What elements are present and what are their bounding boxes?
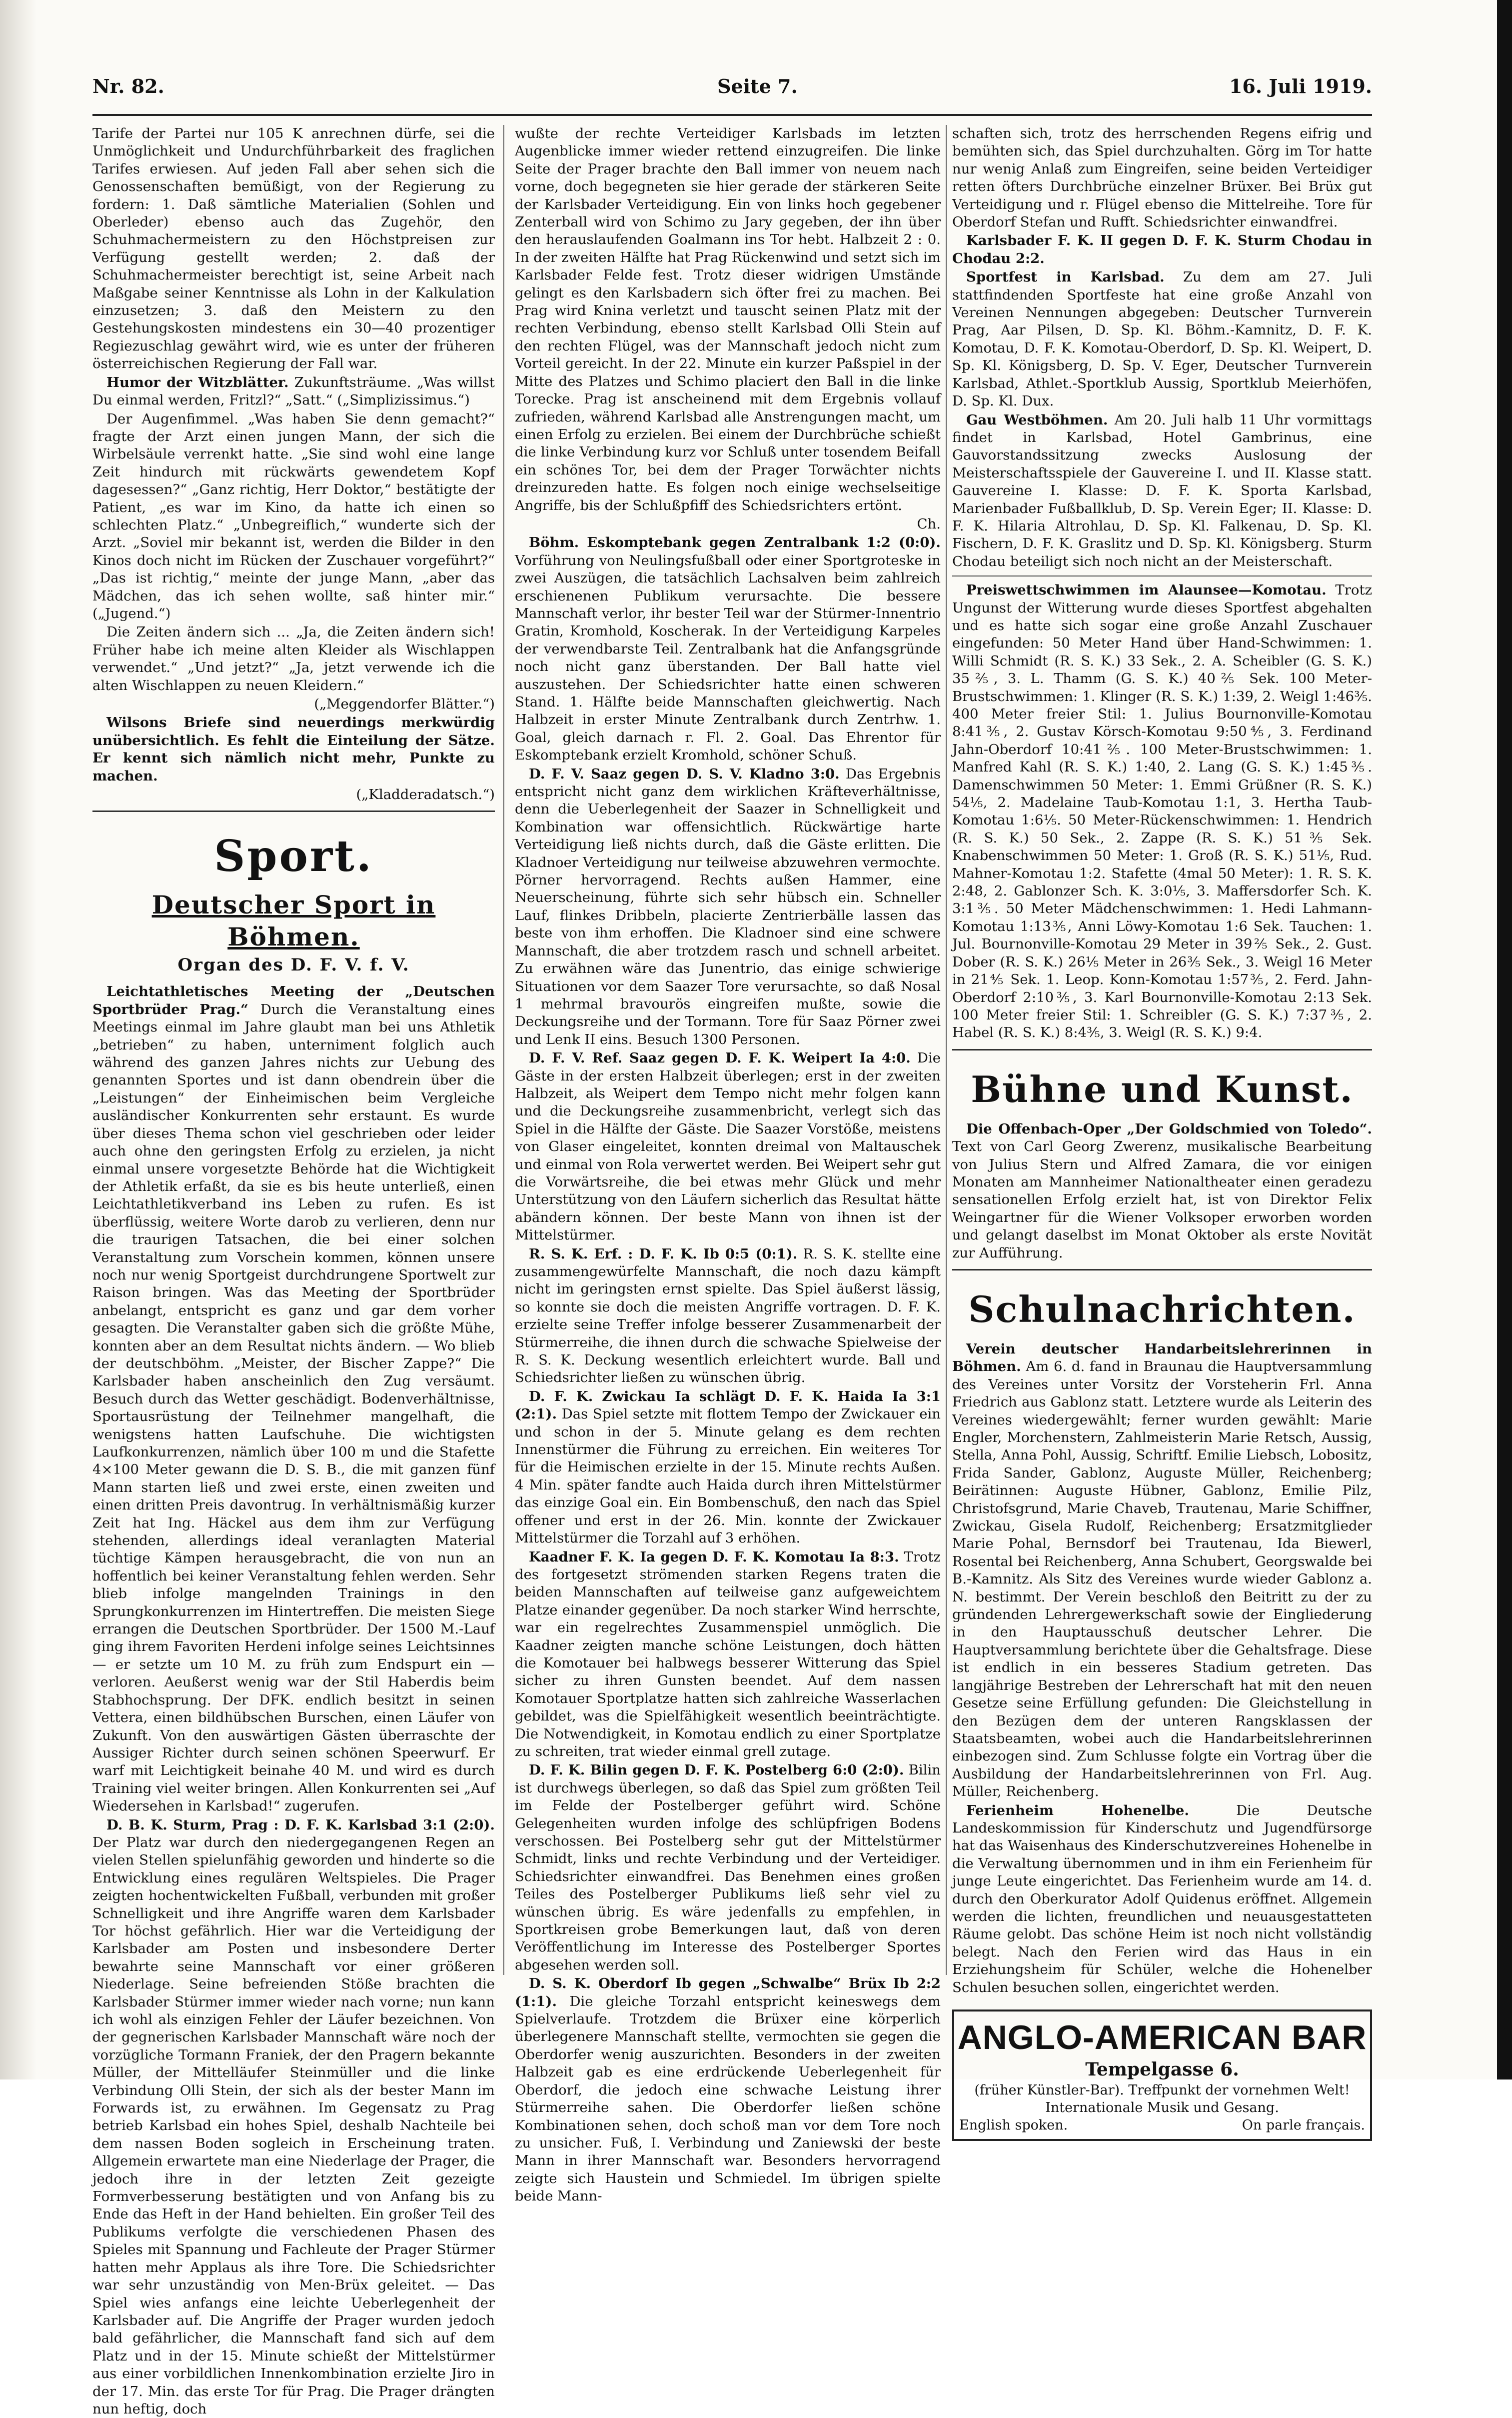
article: Kaadner F. K. Ia gegen D. F. K. Komotau Ia 8:3. Trotz des fortgesetzt strömenden starken Regens traten die beiden Mannschaften auf teilweise ganz aufgeweichtem Platze einander gegenüber. Da noch starker Wind herrschte, war ein regelrechtes Zusammenspiel unmöglich. Die Kaadner zeigten manche schöne Leistungen, doch hätten die Komotauer bei halbwegs besserer Witterung das Spiel sicher zu ihren Gunsten beendet. Auf dem nassen Komotauer Sportplatze hatten sich zahlreiche Wasserlachen gebildet, was die Spielfähigkeit wesentlich beeinträchtigte. Die Notwendigkeit, in Komotau endlich zu einer Sportplatze zu schreiten, trat wieder einmal grell zutage. [515, 1548, 941, 1760]
humor-item: Humor der Witzblätter. Zukunftsträume. „Was willst Du einmal werden, Fritzl?“ „Satt.“ („Simplizissimus.“) [92, 374, 495, 408]
column-2 [515, 125, 941, 2204]
article-heading: Sportfest in Karlsbad. [966, 269, 1165, 286]
article: Preiswettschwimmen im Alaunsee—Komotau. Trotz Ungunst der Witterung wurde dieses Sportfest abgehalten und es hatte sich sogar eine große Anzahl Zuschauer eingefunden: 50 Meter Hand über Hand-Schwimmen: 1. Willi Schmidt (R. S. K.) 33 Sek., 2. A. Scheibler (G. S. K.) 35⅖, 3. L. Thamm (G. S. K.) 40⅖ Sek. 100 Meter-Brustschwimmen: 1. Klinger (R. S. K.) 1:39, 2. Weigl 1:46⅗. 400 Meter freier Stil: 1. Julius Bournonville-Komotau 8:41⅗, 2. Gustav Körsch-Komotau 9:50⅘, 3. Ferdinand Jahn-Oberdorf 10:41⅖. 100 Meter-Brustschwimmen: 1. Manfred Kahl (R. S. K.) 1:40, 2. Lang (G. S. K.) 1:45⅗. Damenschwimmen 50 Meter: 1. Emmi Grüßner (R. S. K.) 54⅕, 2. Madelaine Taub-Komotau 1:1, 3. Hertha Taub-Komotau 1:6⅕. 50 Meter-Rückenschwimmen: 1. Hendrich (R. S. K.) 50 Sek., 2. Zappe (R. S. K.) 51⅗ Sek. Knabenschwimmen 50 Meter: 1. Groß (R. S. K.) 51⅕, Rud. Mahner-Komotau 1:2. Stafette (4mal 50 Meter): 1. R. S. K. 2:48, 2. Gablonzer Sch. K. 3:0⅕, 3. Maffersdorfer Sch. K. 3:1⅗. 50 Meter Mädchenschwimmen: 1. Hedi Lahmann-Komotau 1:13⅗, Anni Löwy-Komotau 1:6 Sek. Tauchen: 1. Jul. Bournonville-Komotau 29 Meter in 39⅖ Sek., 2. Gust. Dober (R. S. K.) 26⅕ Meter in 26⅗ Sek., 3. Weigl 16 Meter in 21⅘ Sek. 1. Leop. Konn-Komotau 1:57⅗, 2. Ferd. Jahn-Oberdorf 2:10⅗, 3. Karl Bournonville-Komotau 2:13 Sek. 100 Meter freier Stil: 1. Schreibler (G. S. K.) 7:37⅗, 2. Habel (R. S. K.) 8:4⅗, 3. Weigl (R. S. K.) 9:4. [952, 582, 1372, 1041]
article-heading: D. B. K. Sturm, Prag : D. F. K. Karlsbad 3:1 (2:0). [106, 1816, 495, 1833]
article-heading: R. S. K. Erf. : D. F. K. Ib 0:5 (0:1). [529, 1246, 798, 1262]
column-3 [952, 125, 1372, 2133]
article: Sportfest in Karlsbad. Zu dem am 27. Juli stattfindenden Sportfeste hat eine große Anzahl von Vereinen Nennungen abgegeben: Deutscher Turnverein Prag, Aar Pilsen, D. Sp. Kl. Böhm.-Kamnitz, D. F. K. Komotau, D. F. K. Komotau-Oberdorf, D. Sp. Kl. Weipert, D. Sp. Kl. Königsberg, D. Sp. V. Eger, Deutscher Turnverein Karlsbad, Athlet.-Sportklub Aussig, Sportklub Meierhöfen, D. Sp. Kl. Dux. [952, 269, 1372, 410]
article-heading: Ferienheim Hohenelbe. [966, 1802, 1189, 1818]
article-heading: Karlsbader F. K. II gegen D. F. K. Sturm Chodau in Chodau 2:2. [952, 232, 1372, 266]
section-rule [952, 1049, 1372, 1050]
issue-number: Nr. 82. [92, 75, 164, 98]
section-organ: Organ des D. F. V. f. V. [177, 955, 410, 976]
scan-margin-right [1497, 0, 1512, 2080]
author-signature: Ch. [917, 516, 941, 532]
ad-address: Tempelgasse 6. [1085, 2059, 1239, 2080]
article: D. S. K. Oberdorf Ib gegen „Schwalbe“ Brüx Ib 2:2 (1:1). Die gleiche Torzahl entspricht keineswegs dem Spielverlaufe. Trotzdem die Brüxer eine körperlich überlegenere Mannschaft stellte, vermochten sie gegen die Oberdorfer wenig auszurichten. Besonders in der zweiten Halbzeit gab es eine erdrückende Ueberlegenheit für Oberdorf, die jedoch eine schwache Leistung ihrer Stürmerreihe sahen. Die Oberdorfer ließen schöne Kombinationen sehen, doch schoß man vor dem Tore noch zu unsicher. Fuß, I. Verbindung und Zaniewski der beste Mann in ihrer Mannschaft war. Besonders hervorragend zeigte sich Haustein und Schmiedel. Im übrigen spielte beide Mann- [515, 1976, 941, 2204]
article-heading: D. F. V. Saaz gegen D. S. V. Kladno 3:0. [529, 766, 840, 782]
article-heading: Böhm. Eskomptebank gegen Zentralbank 1:2 (0:0). [529, 534, 941, 551]
column-divider [503, 125, 504, 1975]
section-title-buehne: Bühne und Kunst. [971, 1068, 1354, 1110]
article: Gau Westböhmen. Am 20. Juli halb 11 Uhr vormittags findet in Karlsbad, Hotel Gambrinus, eine Gauvorstandssitzung zwecks Auslosung der Meisterschaftsspiele der Gauvereine I. und II. Klasse statt. Gauvereine I. Klasse: D. F. K. Sporta Karlsbad, Marienbader Fußballklub, D. Sp. Verein Eger; II. Klasse: D. F. K. Hilaria Altrohlau, D. Sp. Kl. Falkenau, D. Sp. Kl. Fischern, D. F. K. Graslitz und D. Sp. Kl. Königsberg. Sturm Chodau beteiligt sich noch nicht an der Meisterschaft. [952, 412, 1372, 570]
section-rule [92, 810, 495, 812]
page-number: Seite 7. [717, 75, 798, 98]
header-rule [92, 114, 1372, 116]
article-text: Tarife der Partei nur 105 K anrechnen dürfe, sei die Unmöglichkeit und Undurchführbarkeit des fraglichen Tarifes erwiesen. Auf jeden Fall aber sehen sich die Genossenschaften bemüßigt, von der Regierung zu fordern: 1. Daß sämtliche Materialien (Sohlen und Oberleder) ebenso auch das Zugehör, den Schuhmachermeistern zu den Höchstpreisen zur Verfügung gestellt werden; 2. daß der Schuhmachermeister berechtigt ist, seine Arbeit nach Maßgabe seiner Kenntnisse als Lohn in der Kalkulation einzusetzen; 3. daß den Meistern zu den Gestehungskosten mindestens ein 30—40 prozentiger Regiezuschlag gewährt wird, wie es unter der früheren österreichischen Regierung der Fall war. [92, 126, 495, 372]
humor-item: Wilsons Briefe sind neuerdings merkwürdig unübersichtlich. Es fehlt die Einteilung der Sätze. Er kennt sich nämlich nicht mehr, Punkte zu machen. [92, 714, 495, 784]
section-rule [952, 1269, 1372, 1270]
article-text: wußte der rechte Verteidiger Karlsbads im letzten Augenblicke immer wieder rettend einzugreifen. Die linke Seite der Prager brachte den Ball immer von neuem nach vorne, doch begegneten sie hier gerade der stärkeren Seite der Karlsbader Verteidigung. Ein von links hoch gegebener Zenterball wird von Schimo zu Jary gegeben, der ihn über den herauslaufenden Goalmann ins Tor hebt. Halbzeit 2 : 0. In der zweiten Hälfte hat Prag Rückenwind und setzt sich im Karlsbader Felde fest. Trotz dieser widrigen Umstände gelingt es den Karlsbadern sich öfter frei zu machen. Bei Prag wird Knina verletzt und tauscht seinen Platz mit der rechten Verbindung, ebenso stellt Karlsbad Olli Stein auf den rechten Flügel, was der Mannschaft jedoch nicht zum Vorteil gereicht. In der 22. Minute ein kurzer Paßspiel in der Mitte des Platzes und Schimo placiert den Ball in die linke Torecke. Prag ist anscheinend mit dem Ergebnis vollauf zufrieden, während Karlsbad alle Anstrengungen macht, um einen Erfolg zu erzielen. Bei einem der Durchbrüche schießt die linke Verbindung kurz vor Schluß unter tosendem Beifall ein schönes Tor, bei dem der Prager Torwächter nichts dreinzureden hatte. Es folgen noch einige wechselseitige Angriffe, bis der Schlußpfiff des Schiedsrichters ertönt. [515, 126, 941, 514]
page-header [92, 75, 1372, 105]
source-credit: („Meggendorfer Blätter.“) [314, 696, 495, 712]
advertisement-box [952, 2010, 1372, 2141]
ad-language-french: On parle français. [1242, 2118, 1365, 2133]
ad-footer [957, 2116, 1367, 2134]
article-heading: Verein deutscher Handarbeitslehrerinnen in Böhmen. [952, 1340, 1372, 1375]
article-text: schaften sich, trotz des herrschenden Regens eifrig und bemühten sich, das Spiel durchzuhalten. Görg im Tor hatte nur wenig Anlaß zum Eingreifen, seine beiden Verteidiger retten öfters Durchbrüche einzelner Brüxer. Bei Brüx gut Verteidigung und r. Flügel ebenso die Mittelreihe. Tore für Oberdorf Stefan und Rufft. Schiedsrichter einwandfrei. [952, 126, 1372, 230]
article: D. F. K. Bilin gegen D. F. K. Postelberg 6:0 (2:0). Bilin ist durchwegs überlegen, so daß das Spiel zum größten Teil im Felde der Postelberger geführt wird. Schöne Gelegenheiten wurden infolge des schlüpfrigen Bodens verschossen. Bei Postelberg sehr gut der Mittelstürmer Schmidt, links und rechte Verbindung und der Verteidiger. Schiedsrichter einwandfrei. Das Benehmen eines großen Teiles des Postelberger Publikums ließ sehr viel zu wünschen übrig. Es wäre jedenfalls zu empfehlen, in Sportkreisen grobe Bemerkungen laut, daß von deren Veröffentlichung im Interesse des Postelberger Sportes abgesehen werden soll. [515, 1762, 941, 1973]
article-heading: D. S. K. Oberdorf Ib gegen „Schwalbe“ Brüx Ib 2:2 (1:1). [515, 1976, 941, 2010]
section-subtitle: Deutscher Sport in Böhmen. [151, 890, 436, 952]
column-1 [92, 125, 495, 2417]
article-heading: Preiswettschwimmen im Alaunsee—Komotau. [966, 582, 1327, 598]
ad-description: (früher Künstler-Bar). Treffpunkt der vornehmen Welt! Internationale Musik und Gesang. [974, 2082, 1350, 2116]
column-divider [946, 125, 947, 1975]
article-heading: D. F. K. Zwickau Ia schlägt D. F. K. Haida Ia 3:1 (2:1). [515, 1388, 941, 1422]
article-heading: Leichtathletisches Meeting der „Deutschen Sportbrüder Prag.“ [92, 984, 495, 1018]
section-heading: Humor der Witzblätter. [106, 374, 289, 390]
article: Verein deutscher Handarbeitslehrerinnen in Böhmen. Am 6. d. fand in Braunau die Hauptversammlung des Vereines unter Vorsitz der Vorsteherin Frl. Anna Friedrich aus Gablonz statt. Letztere wurde als Leiterin des Vereines wiedergewählt; ferner wurden gewählt: Marie Engler, Morchenstern, Zahlmeisterin Marie Retsch, Aussig, Stella, Anna Pohl, Aussig, Schriftf. Emilie Liebsch, Lobositz, Frida Sander, Gablonz, Auguste Müller, Reichenberg; Beirätinnen: Auguste Hübner, Gablonz, Emilie Pilz, Christofsgrund, Marie Chaveb, Trautenau, Marie Schiffner, Zwickau, Gisela Rudolf, Reichenberg; Ersatzmitglieder Marie Pohal, Bernsdorf bei Trautenau, Ida Biewerl, Rosental bei Reichenberg, Anna Schubert, Georgswalde bei B.-Kamnitz. Als Sitz des Vereines wurde wieder Gablonz a. N. bestimmt. Der Verein beschloß den Beitritt zu der zu gründenden Lehrergewerkschaft sowie der Eingliederung in den Hauptausschuß deutscher Lehrer. Die Hauptversammlung berichtete über die Gehaltsfrage. Diese ist endlich in ein besseres Stadium getreten. Das langjährige Bestreben der Lehrerschaft hat mit den neuen Gesetze seine Erfüllung gefunden: Die Gleichstellung in den Bezügen dem der unteren Rangsklassen der Staatsbeamten, wobei auch die Handarbeitslehrerinnen einbezogen sind. Zum Schlusse folgte ein Vortrag über die Ausbildung der Handarbeitslehrerinnen von Frl. Aug. Müller, Reichenberg. [952, 1340, 1372, 1800]
article: R. S. K. Erf. : D. F. K. Ib 0:5 (0:1). R. S. K. stellte eine zusammengewürfelte Mannschaft, die noch dazu kämpft nicht im geringsten ernst spielte. Das Spiel äußerst lässig, so konnte sie doch die meisten Angriffe vortragen. D. F. K. erzielte seine Treffer infolge besserer Zusammenarbeit der Stürmerreihe, die ihnen durch die schwache Spielweise der R. S. K. Deckung wesentlich erleichtert wurde. Ball und Schiedsrichter ließen zu wünschen übrig. [515, 1246, 941, 1386]
humor-item: Die Zeiten ändern sich ... „Ja, die Zeiten ändern sich! Früher habe ich meine alten Kleider als Wischlappen verwendet.“ „Und jetzt?“ „Ja, jetzt verwende ich die alten Wischlappen zu neuen Kleidern.“ [92, 624, 495, 694]
scan-margin-left [0, 0, 37, 2080]
source-credit: („Kladderadatsch.“) [356, 786, 495, 803]
article-heading: D. F. V. Ref. Saaz gegen D. F. K. Weipert Ia 4:0. [529, 1050, 911, 1066]
article: Die Offenbach-Oper „Der Goldschmied von Toledo“. Text von Carl Georg Zwerenz, musikalische Bearbeitung von Julius Stern und Alfred Zamara, die vor einigen Monaten am Mannheimer Nationaltheater einen geradezu sensationellen Erfolg erzielt hat, ist von Direktor Felix Weingartner für die Wiener Volksoper erworben worden und gelangt daselbst im Monat Oktober als erste Novität zur Aufführung. [952, 1120, 1372, 1261]
section-title-sport: Sport. [214, 831, 373, 882]
article: D. F. V. Ref. Saaz gegen D. F. K. Weipert Ia 4:0. Die Gäste in der ersten Halbzeit überlegen; erst in der zweiten Halbzeit, als Weipert dem Tempo nicht mehr folgen kann und die Deckungsreihe zusammenbricht, verlegt sich das Spiel in die Hälfte der Gäste. Die Saazer Vorstöße, meistens von Glaser eingeleitet, konnten dreimal von Maltauschek und einmal von Rola verwertet werden. Bei Weipert sehr gut die Vorwärtsreihe, die bei etwas mehr Glück und mehr Unterstützung von den Läufern sicherlich das Resultat hätte abändern können. Der beste Mann von ihnen ist der Mittelstürmer. [515, 1050, 941, 1244]
humor-item: Der Augenfimmel. „Was haben Sie denn gemacht?“ fragte der Arzt einen jungen Mann, der sich die Wirbelsäule verrenkt hatte. „Sie sind wohl eine lange Zeit hindurch mit rückwärts gewendetem Kopf dagesessen?“ „Ganz richtig, Herr Doktor,“ bestätigte der Patient, „es war im Kino, da hatte ich einen so schlechten Platz.“ „Unbegreiflich,“ wunderte sich der Arzt. „Soviel mir bekannt ist, werden die Bilder in den Kinos doch nicht im Rücken der Zuschauer vorgeführt?“ „Das ist richtig,“ meinte der junge Mann, „aber das Mädchen, das ich sehen wollte, saß hinter mir.“ („Jugend.“) [92, 410, 495, 622]
section-title-schule: Schulnachrichten. [968, 1288, 1356, 1330]
article-heading: Die Offenbach-Oper „Der Goldschmied von Toledo“. [966, 1120, 1372, 1137]
article: Ferienheim Hohenelbe. Die Deutsche Landeskommission für Kinderschutz und Jugendfürsorge hat das Waisenhaus des Kinderschutzvereines Hohenelbe in die Verwaltung übernommen und in ihm ein Ferienheim für junge Leute eingerichtet. Das Ferienheim wurde am 14. d. durch den Oberkurator Adolf Quidenus eröffnet. Allgemein werden die lichten, freundlichen und neuausgestatteten Räume gelobt. Das schöne Heim ist noch nicht vollständig belegt. Nach den Ferien wird das Haus in ein Erziehungsheim für Schüler, welche die Hohenelber Schulen besuchen sollen, eingerichtet werden. [952, 1802, 1372, 1996]
article-heading: Kaadner F. K. Ia gegen D. F. K. Komotau Ia 8:3. [529, 1548, 899, 1565]
ad-business-name: ANGLO-AMERICAN BAR [957, 2018, 1367, 2056]
article: D. F. V. Saaz gegen D. S. V. Kladno 3:0. Das Ergebnis entspricht nicht ganz dem wirklichen Kräfteverhältnisse, denn die Ueberlegenheit der Saazer in Schnelligkeit und Kombination war offensichtlich. Rückwärtige harte Verteidigung ließ nichts durch, daß die Gäste erlitten. Die Kladnoer Verteidigung nur teilweise abzuwehren vermochte. Pörner hervorragend. Rechts außen Hammer, eine Neuerscheinung, führte sich sehr hübsch ein. Schneller Lauf, flinkes Dribbeln, placierte Zentrierbälle lassen das beste von ihm erhoffen. Die Kladnoer sind eine schwere Mannschaft, die aber trotzdem rasch und schnell arbeitet. Zu erwähnen wäre das Junentrio, das einige schwierige Situationen vor dem Saazer Tore verursachte, so daß Nosal 1 mehrmal bravourös eingreifen mußte, sowie die Deckungsreihe und der Tormann. Tore für Saaz Pörner zwei und Lenk II eins. Besuch 1300 Personen. [515, 766, 941, 1048]
article: D. F. K. Zwickau Ia schlägt D. F. K. Haida Ia 3:1 (2:1). Das Spiel setzte mit flottem Tempo der Zwickauer ein und schon in der 5. Minute gelang es dem rechten Innenstürmer die Führung zu erreichen. Ein weiteres Tor für die Heimischen erzielte in der 15. Minute rechts Außen. 4 Min. später fandte auch Haida durch ihren Mittelstürmer das einzige Goal ein. Ein Bombenschuß, den nach das Spiel offener und erst in der 26. Min. konnte der Zwickauer Mittelstürmer die Torzahl auf 3 erhöhen. [515, 1388, 941, 1546]
article: Leichtathletisches Meeting der „Deutschen Sportbrüder Prag.“ Durch die Veranstaltung eines Meetings einmal im Jahre glaubt man bei uns Athletik „betrieben“ zu haben, unterniment folglich auch während des ganzen Jahres nichts zur Uebung des genannten Sportes und ist dann obendrein über die „Leistungen“ der Einheimischen beim Vergleiche ausländischer Konkurrenten sehr erstaunt. Es wurde über dieses Thema schon viel geschrieben oder leider auch ohne den geringsten Erfolg zu erzielen, ja nicht einmal unsere vorgesetzte Behörde hat die Wichtigkeit der Athletik erfaßt, da sie es bis heute unterließ, einen Leichtathletikverband ins Leben zu rufen. Es ist überflüssig, weitere Worte darob zu verlieren, denn nur die traurigen Tatsachen, die bei einer solchen Veranstaltung zum Vorschein kommen, können unsere noch nur wenig Sportgeist durchdrungene Sportwelt zur Raison bringen. Was das Meeting der Sportbrüder anbelangt, entspricht es ganz und gar dem vorher gesagten. Die Veranstalter gaben sich die größte Mühe, konnten aber an dem Resultat nichts ändern. — Wo blieb der deutschböhm. „Meister, der Bischer Zappe?“ Die Karlsbader haben anscheinlich den Zug versäumt. Besuch durch das Wetter geschädigt. Bodenverhältnisse, Sportausrüstung der Teilnehmer mangelhaft, die wenigstens hatten Laufschuhe. Die wichtigsten Laufkonkurrenzen, nämlich über 100 m und die Stafette 4×100 Meter gewann die D. S. B., die mit ganzen fünf Mann starten ließ und zwei erste, einen zweiten und einen dritten Preis davontrug. In verhältnismäßig kurzer Zeit hat Ing. Häckel aus dem ihm zur Verfügung stehenden, allerdings ideal veranlagten Material tüchtige Kämpen herausgebracht, die von nun an hoffentlich bei keiner Veranstaltung fehlen werden. Sehr blieb infolge mangelnden Trainings in den Sprungkonkurrenzen im Hintertreffen. Die meisten Siege errangen die Deutschen Sportbrüder. Der 1500 M.-Lauf ging ihrem Favoriten Herdeni infolge seines Leichtsinnes — er setzte um 10 M. zu früh zum Endspurt ein — verloren. Aeußerst wenig war der Stil Haberdis beim Stabhochsprung. Der DFK. endlich besitzt in seinen Vettera, einen bildhübschen Burschen, einen Läufer von Zukunft. Von den auswärtigen Gästen überraschte der Aussiger Richter durch seinen schönen Speerwurf. Er warf mit Leichtigkeit beinahe 40 M. und wird es durch Training viel weiter bringen. Allen Konkurrenten sei „Auf Wiedersehen in Karlsbad!“ zugerufen. [92, 984, 495, 1814]
article-heading: D. F. K. Bilin gegen D. F. K. Postelberg 6:0 (2:0). [529, 1762, 904, 1778]
issue-date: 16. Juli 1919. [1229, 75, 1372, 98]
article-heading: Gau Westböhmen. [966, 412, 1108, 428]
ad-language-english: English spoken. [959, 2118, 1068, 2133]
article: D. B. K. Sturm, Prag : D. F. K. Karlsbad 3:1 (2:0). Der Platz war durch den niedergegangenen Regen an vielen Stellen spielunfähig geworden und hinderte so die Entwicklung eines regulären Weltspieles. Die Prager zeigten hochentwickelten Fußball, verbunden mit großer Schnelligkeit und ihre Angriffe waren dem Karlsbader Tor höchst gefährlich. Hier war die Verteidigung der Karlsbader am Posten und insbesondere Derter bewahrte seine Mannschaft vor einer größeren Niederlage. Seine befreienden Stöße brachten die Karlsbader Stürmer immer wieder nach vorne; nun kann ich wohl als einzigen Fehler der Läufer bezeichnen. Von der gegnerischen Karlsbader Mannschaft wäre noch der vorzügliche Tormann Franiek, der den Pragern bekannte Müller, der Mittelläufer Steinmüller und die linke Verbindung Olli Stein, der sich als der bester Mann im Forwards ist, zu erwähnen. Im Gegensatz zu Prag betrieb Karlsbad ein hohes Spiel, deshalb Nachteile bei dem nassen Boden sogleich in Erscheinung traten. Allgemein erwartete man eine Niederlage der Prager, die jedoch ihre in der letzten Zeit gezeigte Formverbesserung bestätigten und von Anfang bis zu Ende das Heft in der Hand behielten. Ein großer Teil des Publikums verfolgte die verschiedenen Phasen des Spieles mit Spannung und Fachleute der Prager Stürmer hatten mehr Applaus als ihre Tore. Die Schiedsrichter war sehr unzuständig von Men-Brüx geleitet. — Das Spiel wies anfangs eine leichte Ueberlegenheit der Karlsbader auf. Die Angriffe der Prager wurden jedoch bald gefährlicher, die Mannschaft fand sich auf dem Platz und in der 15. Minute schießt der Mittelstürmer aus einer vorbildlichen Innenkombination erzielte Jiro in der 17. Min. das erste Tor für Prag. Die Prager drängten nun heftig, doch [92, 1816, 495, 2417]
article: Böhm. Eskomptebank gegen Zentralbank 1:2 (0:0). Vorführung von Neulingsfußball oder einer Sportgroteske in zwei Auszügen, die tatsächlich Lachsalven beim zahlreich erschienenen Publikum verursachte. Die bessere Mannschaft verlor, ihr bester Teil war der Stürmer-Innentrio Gratin, Kromhold, Koscherak. In der Verteidigung Karpeles der verwendbarste Teil. Zentralbank hat die Anfangsgründe noch nicht ganz überstanden. Der Ball hatte viel auszustehen. Der Schiedsrichter hatte einen schweren Stand. 1. Hälfte beide Mannschaften gleichwertig. Nach Halbzeit in erster Minute Zentralbank durch Zentrhw. 1. Goal, gleich darnach r. Fl. 2. Goal. Das Ehrentor für Eskomptebank erzielt Kromhold, schöner Schuß. [515, 534, 941, 764]
article [952, 232, 1372, 268]
